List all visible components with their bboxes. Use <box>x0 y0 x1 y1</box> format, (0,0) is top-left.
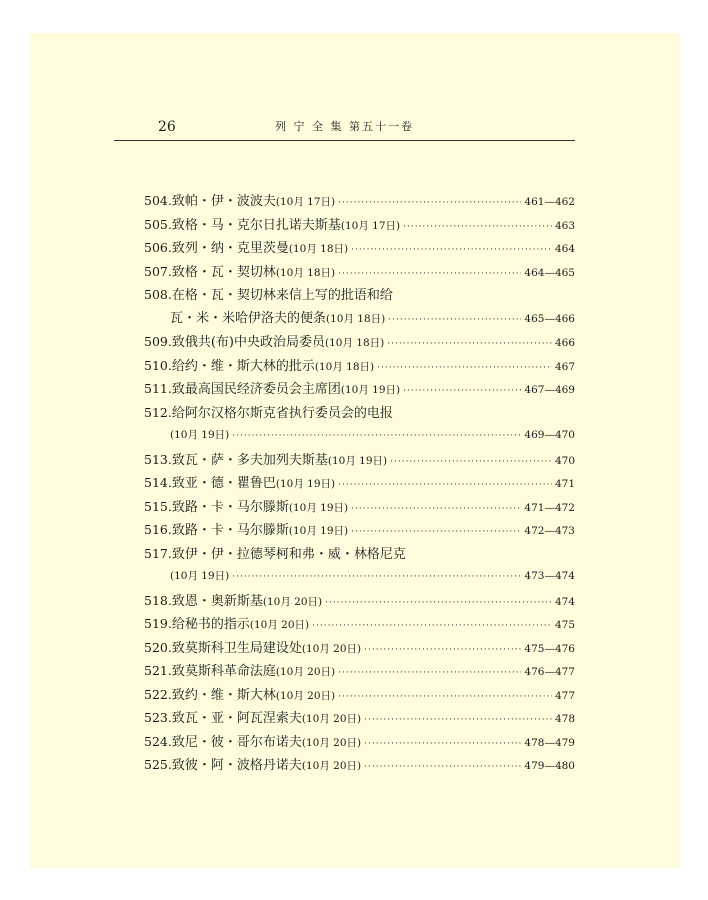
entry-title: 致约・维・斯大林 <box>171 687 276 703</box>
toc-entry <box>144 377 575 401</box>
toc-entry <box>144 730 575 754</box>
entry-number: 521 <box>144 663 168 678</box>
toc-entry <box>144 283 575 307</box>
entry-title: 致帕・伊・波波夫 <box>171 194 276 209</box>
leader-dots <box>232 425 521 449</box>
entry-date: (10月 18日) <box>275 266 336 279</box>
toc-entry <box>144 495 575 519</box>
entry-number-dot: . <box>167 287 172 302</box>
entry-title: 致瓦・萨・多夫加列夫斯基 <box>171 452 328 468</box>
entry-title: 给约・维・斯大林的批示 <box>171 358 315 374</box>
entry-date: (10月 20日) <box>275 689 336 702</box>
entry-title: 致最高国民经济委员会主席团 <box>171 382 341 397</box>
entry-pages: 466 <box>554 337 575 349</box>
entry-title-continuation: 瓦・米・米哈伊洛夫的便条 <box>170 310 327 326</box>
entry-number: 517 <box>144 545 168 561</box>
toc-entry <box>144 636 575 660</box>
page-number: 26 <box>158 119 176 135</box>
entry-title: 致彼・阿・波格丹诺夫 <box>171 758 302 773</box>
entry-pages: 467 <box>554 360 575 373</box>
toc-entry-continuation <box>144 565 575 589</box>
entry-number: 516 <box>144 522 168 537</box>
entry-pages: 479—480 <box>524 760 575 772</box>
entry-date: (10月 20日) <box>275 666 336 678</box>
entry-number: 506 <box>144 240 168 255</box>
entry-title: 致莫斯科革命法庭 <box>171 664 276 679</box>
entry-date: (10月 19日) <box>288 501 349 514</box>
entry-pages: 475—476 <box>524 642 575 655</box>
toc-entry <box>144 401 575 425</box>
entry-title: 致尼・彼・哥尔布诺夫 <box>171 734 302 750</box>
entry-pages: 461—462 <box>524 196 575 208</box>
entry-pages: 472—473 <box>524 525 575 537</box>
entry-title: 致亚・德・瞿鲁巴 <box>171 476 276 491</box>
entry-number-dot: . <box>167 592 172 608</box>
entry-title: 致伊・伊・拉德琴柯和弗・威・林格尼克 <box>171 546 406 562</box>
entry-number-dot: . <box>167 639 172 655</box>
leader-dots <box>364 756 521 780</box>
entry-title: 致格・马・克尔日扎诺夫斯基 <box>171 217 341 233</box>
entry-date: (10月 17日) <box>275 196 336 208</box>
toc-entry <box>144 659 575 683</box>
toc-entry-continuation <box>144 307 575 331</box>
entry-number: 508 <box>144 287 168 302</box>
entry-number: 507 <box>144 263 168 279</box>
entry-pages: 477 <box>554 689 575 702</box>
toc-entry <box>144 683 575 707</box>
entry-title: 致莫斯科卫生局建设处 <box>171 640 302 656</box>
toc-entry <box>144 213 575 237</box>
toc-entry <box>144 471 575 495</box>
entry-date: (10月 20日) <box>249 619 310 631</box>
entry-pages: 464 <box>554 243 575 255</box>
entry-number-dot: . <box>167 616 172 631</box>
entry-date: (10月 19日) <box>327 454 388 467</box>
entry-number: 525 <box>144 757 168 772</box>
entry-title: 致瓦・亚・阿瓦涅索夫 <box>171 711 302 726</box>
toc-entry <box>144 354 575 378</box>
entry-number: 519 <box>144 616 168 631</box>
entry-number: 504 <box>144 193 168 208</box>
toc-entry <box>144 589 575 613</box>
entry-pages: 471 <box>554 478 575 490</box>
entry-date: (10月 20日) <box>301 642 362 655</box>
leader-dots <box>388 309 521 333</box>
entry-number-dot: . <box>167 733 172 749</box>
entry-number: 510 <box>144 357 168 373</box>
entry-date: (10月 19日) <box>170 570 230 582</box>
entry-pages: 469—470 <box>524 429 575 441</box>
entry-number-dot: . <box>167 216 172 232</box>
entry-number-dot: . <box>167 404 172 420</box>
toc-entry <box>144 542 575 566</box>
entry-number: 522 <box>144 686 168 702</box>
entry-number-dot: . <box>167 545 172 561</box>
entry-title: 致俄共(布)中央政治局委员 <box>171 335 325 350</box>
toc-entry <box>144 330 575 354</box>
toc-entry <box>144 518 575 542</box>
entry-pages: 476—477 <box>524 666 575 678</box>
entry-date: (10月 19日) <box>340 384 401 396</box>
entry-number-dot: . <box>167 357 172 373</box>
entry-number-dot: . <box>167 240 172 255</box>
entry-number: 511 <box>144 381 168 396</box>
entry-pages: 467—469 <box>524 384 575 396</box>
entry-number: 518 <box>144 592 168 608</box>
entry-number: 509 <box>144 334 168 349</box>
entry-number: 513 <box>144 451 168 467</box>
entry-pages: 463 <box>554 219 575 232</box>
entry-number-dot: . <box>167 451 172 467</box>
toc-entry <box>144 189 575 213</box>
entry-pages: 471—472 <box>524 501 575 514</box>
entry-date: (10月 18日) <box>288 243 349 255</box>
toc-entry <box>144 448 575 472</box>
running-title: 列 宁 全 集 第五十一卷 <box>275 120 414 133</box>
toc-entry <box>144 260 575 284</box>
entry-date: (10月 20日) <box>301 713 362 725</box>
entry-date: (10月 18日) <box>314 360 375 373</box>
entry-date: (10月 20日) <box>301 736 362 749</box>
toc-entry <box>144 753 575 777</box>
entry-date: (10月 20日) <box>262 595 323 608</box>
entry-number: 515 <box>144 498 168 514</box>
entry-title: 致路・卡・马尔滕斯 <box>171 523 289 538</box>
entry-title: 致格・瓦・契切林 <box>171 264 276 280</box>
entry-pages: 470 <box>554 454 575 467</box>
entry-number: 523 <box>144 710 168 725</box>
entry-pages: 478 <box>554 713 575 725</box>
entry-number: 512 <box>144 404 168 420</box>
table-of-contents <box>144 189 575 777</box>
page-header <box>114 118 575 141</box>
leader-dots <box>232 566 521 590</box>
entry-number: 524 <box>144 733 168 749</box>
entry-number: 505 <box>144 216 168 232</box>
toc-entry-continuation <box>144 424 575 448</box>
toc-entry <box>144 706 575 730</box>
entry-title: 给秘书的指示 <box>171 617 250 632</box>
entry-pages: 464—465 <box>524 266 575 279</box>
entry-date: (10月 19日) <box>275 478 336 490</box>
entry-title: 在格・瓦・契切林来信上写的批语和给 <box>171 288 393 303</box>
entry-pages: 473—474 <box>524 570 575 582</box>
entry-date: (10月 19日) <box>288 525 349 537</box>
entry-number-dot: . <box>167 686 172 702</box>
entry-date: (10月 18日) <box>326 312 386 325</box>
entry-number-dot: . <box>167 334 172 349</box>
entry-date: (10月 18日) <box>325 337 385 349</box>
entry-date: (10月 19日) <box>170 429 230 441</box>
entry-number: 514 <box>144 475 168 490</box>
toc-entry <box>144 236 575 260</box>
entry-date: (10月 20日) <box>301 760 362 772</box>
entry-title: 致路・卡・马尔滕斯 <box>171 499 289 515</box>
entry-number-dot: . <box>167 710 172 725</box>
entry-number: 520 <box>144 639 168 655</box>
entry-pages: 475 <box>554 619 575 631</box>
entry-number-dot: . <box>167 263 172 279</box>
entry-pages: 478—479 <box>524 736 575 749</box>
entry-title: 给阿尔汉格尔斯克省执行委员会的电报 <box>171 405 393 421</box>
toc-entry <box>144 612 575 636</box>
entry-number-dot: . <box>167 663 172 678</box>
entry-number-dot: . <box>167 498 172 514</box>
entry-number-dot: . <box>167 381 172 396</box>
entry-number-dot: . <box>167 475 172 490</box>
entry-number-dot: . <box>167 522 172 537</box>
entry-title: 致恩・奥新斯基 <box>171 593 263 609</box>
entry-pages: 474 <box>554 595 575 608</box>
entry-title: 致列・纳・克里茨曼 <box>171 241 289 256</box>
entry-date: (10月 17日) <box>340 219 401 232</box>
entry-number-dot: . <box>167 757 172 772</box>
entry-number-dot: . <box>167 193 172 208</box>
entry-pages: 465—466 <box>524 312 575 325</box>
